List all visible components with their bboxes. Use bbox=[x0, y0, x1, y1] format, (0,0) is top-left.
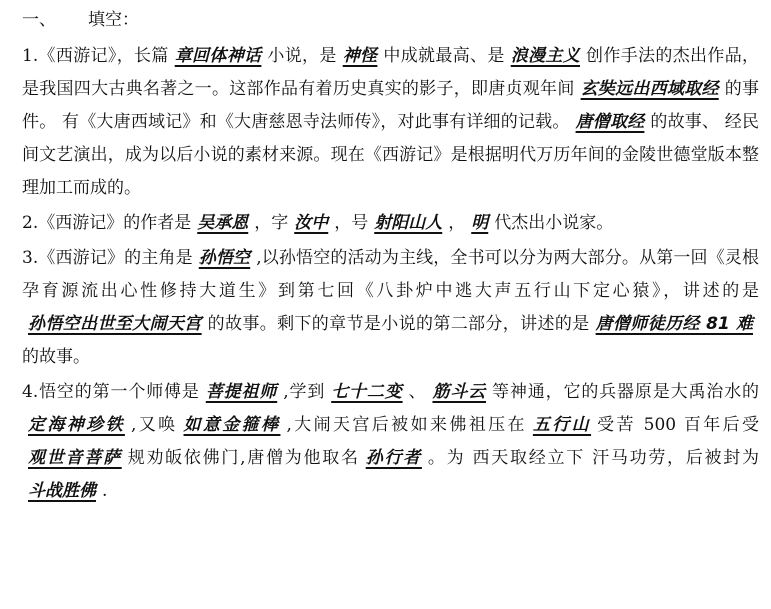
q4-text-1: 4.悟空的第一个师傅是 bbox=[22, 382, 200, 402]
q2-answer-4: 明 bbox=[471, 213, 489, 233]
q1-answer-2: 神怪 bbox=[342, 46, 378, 66]
q3-answer-2: 孙悟空出世至大闹天宫 bbox=[28, 314, 202, 334]
q2-text-2: ，字 bbox=[254, 213, 289, 233]
q3-text-3: 的故事。剩下的章节是小说的第二部分，讲述的是 bbox=[207, 314, 590, 334]
q3-answer-1: 孙悟空 bbox=[198, 248, 251, 268]
q1-answer-5: 唐僧取经 bbox=[575, 112, 645, 132]
q3-text-1: 3.《西游记》的主角是 bbox=[22, 248, 193, 268]
q1-text-4: 创作手法的杰出作品， 是我国四大古典名著之一。这部作品有着历史真实的影子，即唐贞观年间 bbox=[22, 46, 760, 99]
q4-answer-4: 定海神珍铁 bbox=[28, 415, 125, 435]
q2-answer-1: 吴承恩 bbox=[197, 213, 249, 233]
section-heading bbox=[22, 6, 759, 34]
question-3 bbox=[22, 242, 759, 374]
q1-answer-3: 浪漫主义 bbox=[510, 46, 581, 66]
q2-text-1: 2.《西游记》的作者是 bbox=[22, 213, 192, 233]
q4-text-8: 规劝皈依佛门,唐僧为他取名 bbox=[127, 448, 360, 468]
q4-text-9: 。为 西天取经立下 汗马功劳，后被封为 bbox=[427, 448, 760, 468]
q4-answer-8: 孙行者 bbox=[365, 448, 422, 468]
q4-text-5: ,又唤 bbox=[130, 415, 178, 435]
q1-answer-4: 玄奘远出西域取经 bbox=[580, 79, 719, 99]
q2-answer-3: 射阳山人 bbox=[374, 213, 443, 233]
q4-answer-5: 如意金箍棒 bbox=[183, 415, 281, 435]
q4-text-3: 、 bbox=[408, 382, 427, 402]
q4-text-7: 受苦 500 百年后受 bbox=[597, 415, 760, 435]
q4-text-6: ,大闹天宫后被如来佛祖压在 bbox=[286, 415, 527, 435]
question-1 bbox=[22, 40, 759, 205]
question-4 bbox=[22, 376, 759, 508]
q4-answer-7: 观世音菩萨 bbox=[28, 448, 122, 468]
section-number: 一、 bbox=[22, 10, 56, 30]
q1-text-5: 的事件。 有《大唐西域记》和《大唐慈恩寺法师传》，对此事有详细的记载。 bbox=[22, 79, 760, 132]
q3-text-2: ,以孙悟空的活动为主线，全书可以分为两大部分。从第一回《灵根孕育源流出心性修持大道生》到第七回《八卦炉中逃大声五行山下定心猿》，讲述的是 bbox=[22, 248, 759, 301]
q2-text-5: 代杰出小说家。 bbox=[494, 213, 614, 233]
q1-answer-1: 章回体神话 bbox=[174, 46, 262, 66]
q2-text-4: ， bbox=[448, 213, 466, 233]
q4-answer-3: 筋斗云 bbox=[432, 382, 487, 402]
q2-text-3: ，号 bbox=[334, 213, 369, 233]
q3-answer-3: 唐僧师徒历经 81 难 bbox=[595, 314, 754, 334]
q1-text-3: 中成就最高、是 bbox=[383, 46, 505, 66]
q4-text-10: . bbox=[102, 481, 108, 501]
q3-text-4: 的故事。 bbox=[22, 347, 90, 367]
q4-text-2: ,学到 bbox=[283, 382, 326, 402]
question-2 bbox=[22, 207, 759, 240]
q4-answer-6: 五行山 bbox=[532, 415, 592, 435]
q1-text-2: 小说，是 bbox=[267, 46, 337, 66]
q4-text-4: 等神通，它的兵器原是大禹治水的 bbox=[492, 382, 760, 402]
q4-answer-2: 七十二变 bbox=[331, 382, 403, 402]
q2-answer-2: 汝中 bbox=[294, 213, 329, 233]
q4-answer-9: 斗战胜佛 bbox=[28, 481, 96, 501]
section-title: 填空： bbox=[88, 10, 139, 30]
q1-text-6: 的故事、 经民间文艺演出，成为以后小说的素材来源。现在《西游记》是根据明代万历年间的金陵世德堂版本整理加工而成的。 bbox=[22, 112, 760, 198]
q4-answer-1: 菩提祖师 bbox=[205, 382, 278, 402]
q1-text-1: 1.《西游记》，长篇 bbox=[22, 46, 169, 66]
